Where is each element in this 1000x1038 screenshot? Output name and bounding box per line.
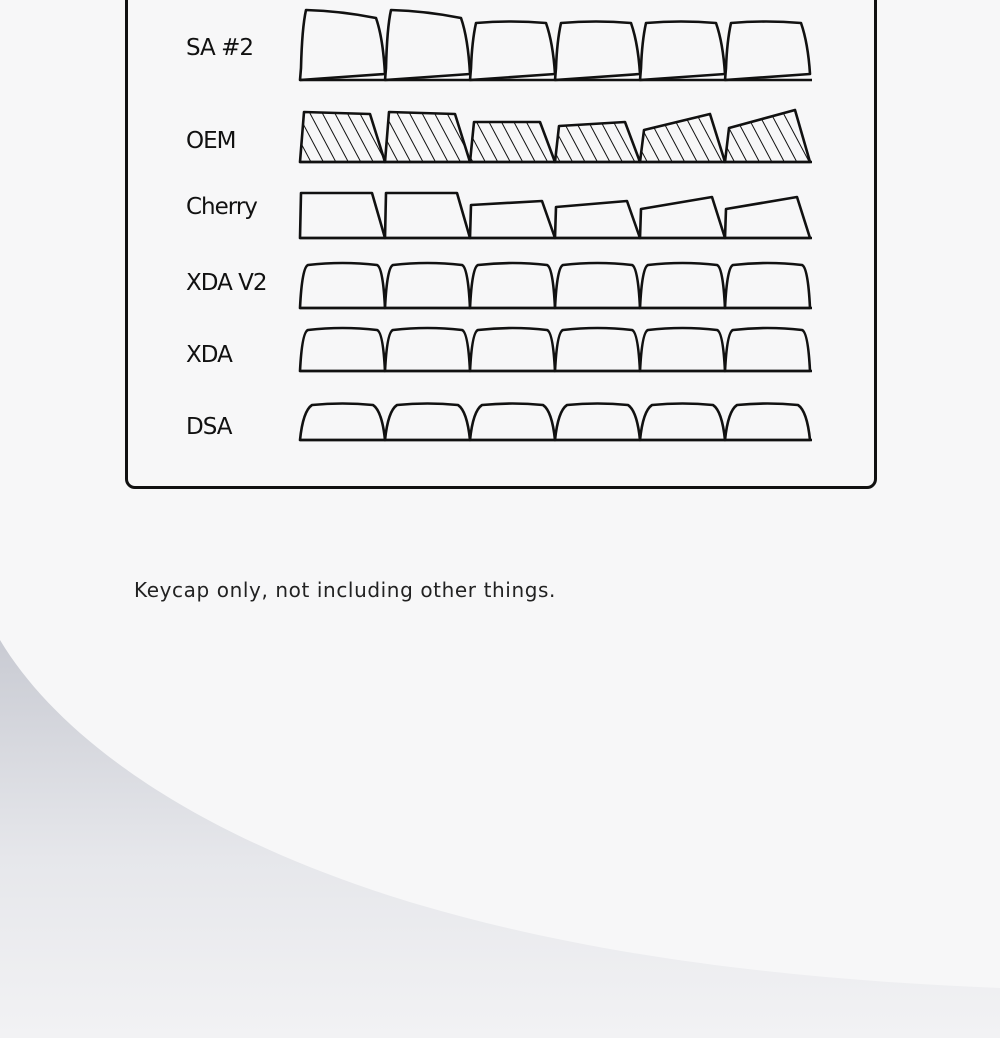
keycap-xda-3 xyxy=(470,263,555,308)
keycap-dsa-5 xyxy=(640,404,725,441)
keycap-xda-1 xyxy=(300,263,385,308)
keycap-sa-6 xyxy=(725,22,810,81)
keycap-sa-5 xyxy=(640,22,725,81)
keycap-oem-2 xyxy=(385,112,470,162)
keycap-dsa-6 xyxy=(725,404,810,441)
keycap-dsa-3 xyxy=(470,404,555,441)
profile-label-dsa: DSA xyxy=(186,414,232,440)
keycap-xda-2 xyxy=(385,263,470,308)
keycap-xda-6 xyxy=(725,328,810,371)
keycap-xda-4 xyxy=(555,263,640,308)
keycap-cherry-3 xyxy=(470,201,555,238)
profile-label-xda: XDA xyxy=(186,342,232,368)
keycap-xda-1 xyxy=(300,328,385,371)
keycap-xda-5 xyxy=(640,328,725,371)
keycap-cherry-1 xyxy=(300,193,385,238)
keycap-sa-4 xyxy=(555,22,640,81)
profile-label-xda-v2: XDA V2 xyxy=(186,270,267,296)
keycap-dsa-2 xyxy=(385,404,470,441)
keycap-xda-4 xyxy=(555,328,640,371)
keycap-oem-3 xyxy=(470,122,555,162)
keycap-oem-6 xyxy=(725,110,810,162)
keycap-cherry-4 xyxy=(555,201,640,238)
keycap-xda-2 xyxy=(385,328,470,371)
keycap-cherry-5 xyxy=(640,197,725,238)
keycap-oem-5 xyxy=(640,114,725,162)
keycap-xda-3 xyxy=(470,328,555,371)
keycap-oem-1 xyxy=(300,112,385,162)
keycap-dsa-4 xyxy=(555,404,640,441)
caption-text: Keycap only, not including other things. xyxy=(134,578,556,602)
keycap-xda-6 xyxy=(725,263,810,308)
keycap-sa-3 xyxy=(470,22,555,81)
keycap-sa-1 xyxy=(300,10,385,80)
keycap-cherry-2 xyxy=(385,193,470,238)
keycap-xda-5 xyxy=(640,263,725,308)
profile-label-oem: OEM xyxy=(186,128,236,154)
profile-label-cherry: Cherry xyxy=(186,194,257,220)
keycap-sa-2 xyxy=(385,10,470,80)
keycap-oem-4 xyxy=(555,122,640,162)
profile-label-sa2: SA #2 xyxy=(186,35,253,61)
keycap-cherry-6 xyxy=(725,197,810,238)
keycap-dsa-1 xyxy=(300,404,385,441)
